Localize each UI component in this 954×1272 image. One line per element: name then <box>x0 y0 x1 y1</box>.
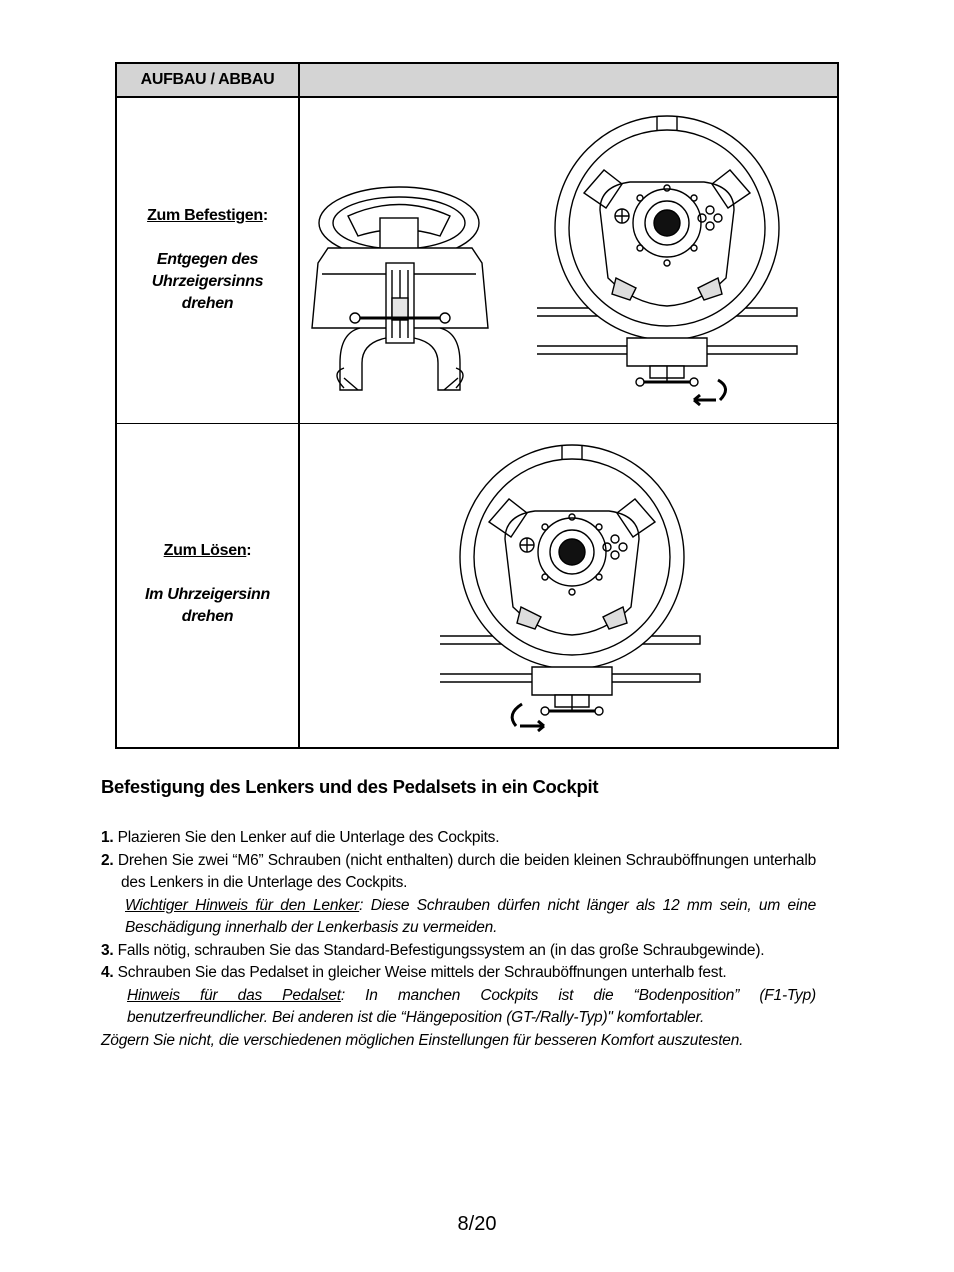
page-number: 8/20 <box>457 1213 497 1235</box>
attach-instruction: Entgegen des Uhrzeigersinns drehen <box>151 251 264 312</box>
release-title: Zum Lösen <box>163 542 247 559</box>
wheel-front-view-image <box>440 445 700 715</box>
closing-note: Zögern Sie nicht, die verschiedenen möglichen Einstellungen für besseren Komfort auszutesten. <box>101 1031 744 1049</box>
list-item: 4. Schrauben Sie das Pedalset in gleicher Weise mittels der Schrauböffnungen unterhalb fest. <box>101 964 727 981</box>
setup-table <box>115 62 839 749</box>
wheel-front-view-image <box>537 116 797 386</box>
table-header-label: AUFBAU / ABBAU <box>140 71 275 88</box>
pedalset-note: Hinweis für das Pedalset: In manchen Cockpits ist die “Bodenposition” (F1-Typ) benutzerfreundlicher. Bei anderen ist die “Hängeposition (GT-/Rally-Typ)" komfortabler. <box>127 986 816 1026</box>
section-title: Befestigung des Lenkers und des Pedalsets in ein Cockpit <box>101 776 599 797</box>
lenker-note: Wichtiger Hinweis für den Lenker: Diese Schrauben dürfen nicht länger als 12 mm sein, um eine Beschädigung innerhalb der Lenkerbasis zu vermeiden. <box>125 896 816 936</box>
release-illustration <box>300 424 837 747</box>
steps-list <box>101 827 816 1052</box>
attach-instructions: Zum Befestigen: Entgegen des Uhrzeigersinns drehen <box>117 205 298 315</box>
clamp-side-view-image <box>312 187 488 390</box>
list-item: 3. Falls nötig, schrauben Sie das Standard-Befestigungssystem an (in das große Schraubgewinde). <box>101 941 765 959</box>
counterclockwise-arrow-icon <box>694 380 726 405</box>
attach-title: Zum Befestigen <box>147 207 263 224</box>
attach-illustration <box>300 98 837 423</box>
table-header <box>117 64 837 98</box>
clockwise-arrow-icon <box>512 704 544 731</box>
list-item: 1. Plazieren Sie den Lenker auf die Unterlage des Cockpits. <box>101 829 500 846</box>
list-item: 2. Drehen Sie zwei “M6” Schrauben (nicht enthalten) durch die beiden kleinen Schrauböffnungen unterhalb des Lenkers in die Unterlage des Cockpits. <box>101 851 816 891</box>
release-instructions: Zum Lösen: Im Uhrzeigersinn drehen <box>117 540 298 628</box>
release-instruction: Im Uhrzeigersinn drehen <box>144 586 270 625</box>
